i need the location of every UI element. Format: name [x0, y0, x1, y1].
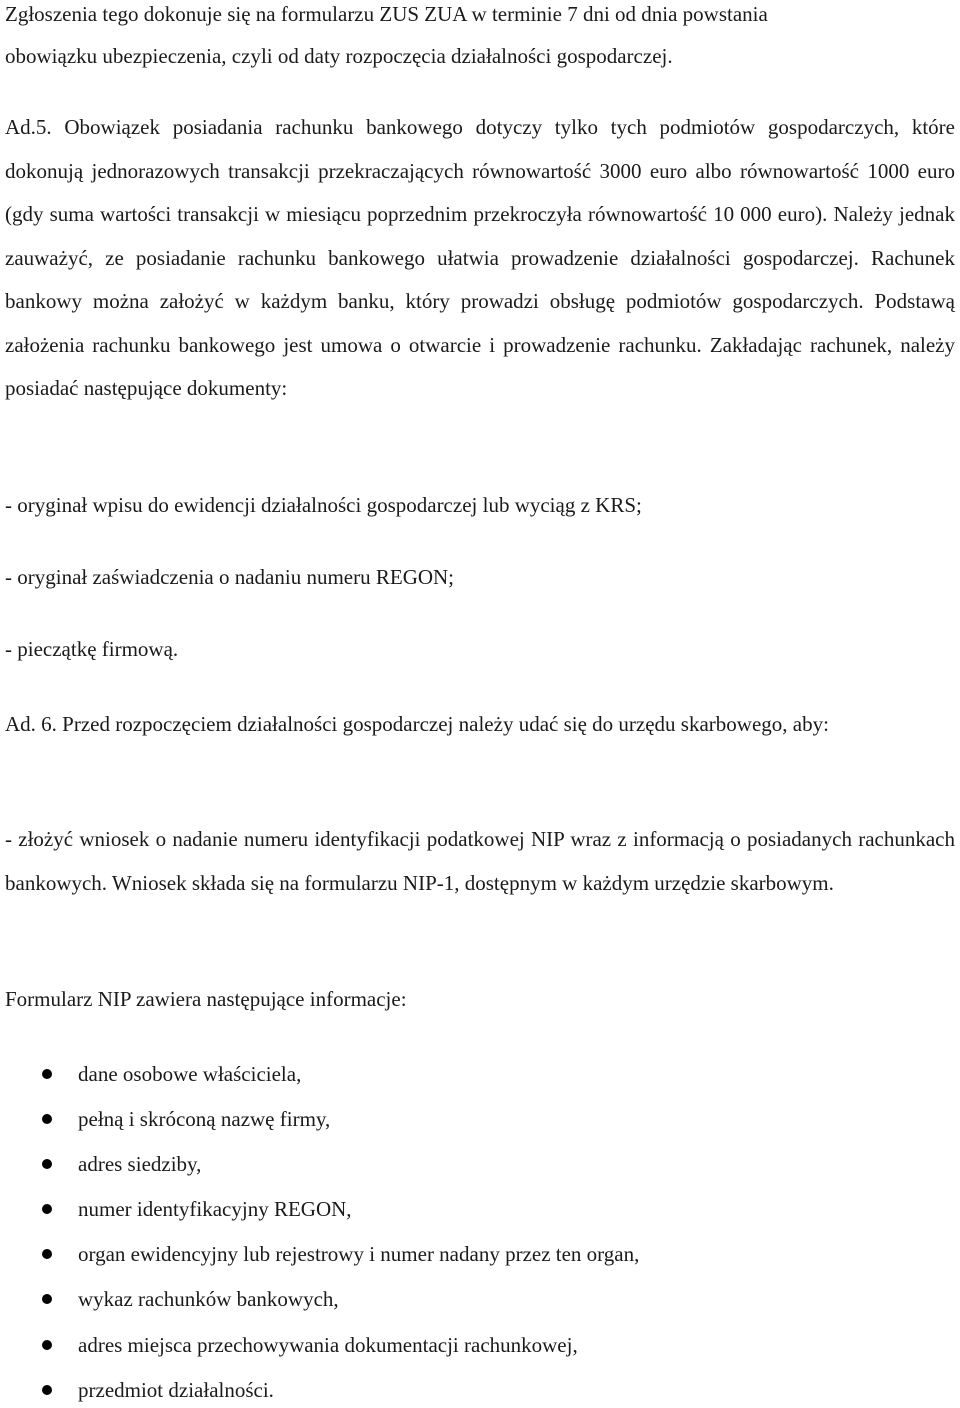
- document-item: - oryginał wpisu do ewidencji działalności gospodarczej lub wyciąg z KRS;: [5, 493, 642, 517]
- list-item: organ ewidencyjny lub rejestrowy i numer nadany przez ten organ,: [78, 1242, 640, 1266]
- list-item: dane osobowe właściciela,: [78, 1062, 302, 1086]
- document-item: - pieczątkę firmową.: [5, 637, 179, 661]
- bullet-icon: [42, 1069, 52, 1079]
- intro-line-2: obowiązku ubezpieczenia, czyli od daty rozpoczęcia działalności gospodarczej.: [5, 44, 673, 68]
- bullet-icon: [42, 1204, 52, 1214]
- ad6-paragraph: Ad. 6. Przed rozpoczęciem działalności gospodarczej należy udać się do urzędu skarbowego, aby:: [5, 712, 829, 736]
- list-item: wykaz rachunków bankowych,: [78, 1287, 339, 1311]
- ad5-paragraph: Ad.5. Obowiązek posiadania rachunku bankowego dotyczy tylko tych podmiotów gospodarczych, które dokonują jednorazowych transakcji przekraczających równowartość 3000 euro albo równowartość 1000 euro (gdy suma wartości transakcji w miesiącu poprzednim przekroczyła równowartość 10 000 euro). Należy jednak zauważyć, ze posiadanie rachunku bankowego ułatwia prowadzenie działalności gospodarczej. Rachunek bankowy można założyć w każdym banku, który prowadzi obsługę podmiotów gospodarczych. Podstawą założenia rachunku bankowego jest umowa o otwarcie i prowadzenie rachunku. Zakładając rachunek, należy posiadać następujące dokumenty:: [5, 115, 955, 400]
- nip-list-heading: Formularz NIP zawiera następujące informacje:: [5, 987, 407, 1011]
- list-item: adres miejsca przechowywania dokumentacji rachunkowej,: [78, 1333, 578, 1357]
- bullet-icon: [42, 1159, 52, 1169]
- document-item: - oryginał zaświadczenia o nadaniu numeru REGON;: [5, 565, 455, 589]
- bullet-icon: [42, 1249, 52, 1259]
- bullet-icon: [42, 1340, 52, 1350]
- bullet-icon: [42, 1114, 52, 1124]
- list-item: przedmiot działalności.: [78, 1378, 274, 1402]
- list-item: numer identyfikacyjny REGON,: [78, 1197, 352, 1221]
- intro-line-1: Zgłoszenia tego dokonuje się na formularzu ZUS ZUA w terminie 7 dni od dnia powstania: [5, 2, 768, 26]
- list-item: adres siedziby,: [78, 1152, 202, 1176]
- bullet-icon: [42, 1294, 52, 1304]
- ad6-nip-item: - złożyć wniosek o nadanie numeru identyfikacji podatkowej NIP wraz z informacją o posiadanych rachunkach bankowych. Wniosek składa się na formularzu NIP-1, dostępnym w każdym urzędzie skarbowym.: [5, 827, 955, 895]
- list-item: pełną i skróconą nazwę firmy,: [78, 1107, 331, 1131]
- bullet-icon: [42, 1385, 52, 1395]
